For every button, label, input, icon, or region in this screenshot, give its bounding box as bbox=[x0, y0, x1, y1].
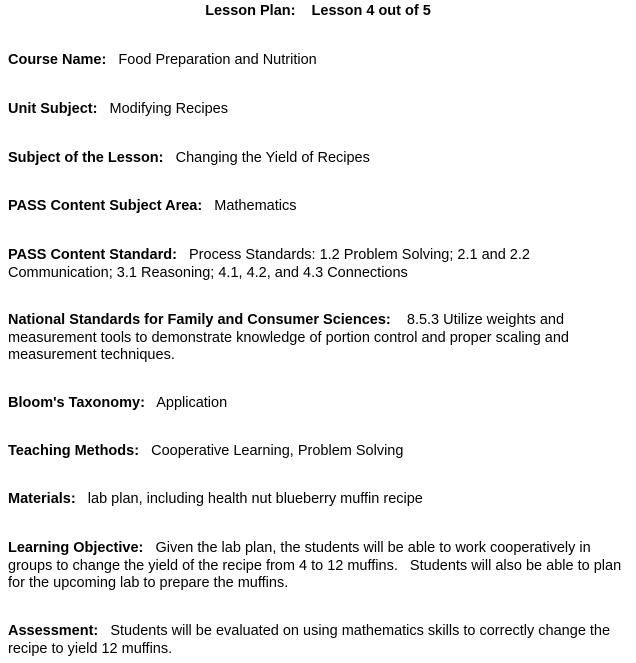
field-course-name bbox=[8, 52, 628, 70]
field-label: Bloom's Taxonomy: bbox=[8, 395, 145, 411]
field-assessment bbox=[8, 623, 628, 658]
field-learning-objective bbox=[8, 540, 628, 593]
field-value: Cooperative Learning, Problem Solving bbox=[151, 443, 404, 459]
field-label: Subject of the Lesson: bbox=[8, 150, 164, 166]
field-lesson-subject bbox=[8, 150, 628, 168]
field-teaching-methods bbox=[8, 443, 628, 461]
field-label: National Standards for Family and Consumer Sciences: bbox=[8, 312, 391, 328]
field-pass-content-standard bbox=[8, 247, 628, 282]
field-value: Changing the Yield of Recipes bbox=[175, 150, 370, 166]
field-label: Materials: bbox=[8, 491, 76, 507]
field-label: Assessment: bbox=[8, 623, 99, 639]
field-value: Students will be evaluated on using mathematics skills to correctly change the recipe to yield 12 muffins. bbox=[8, 623, 615, 657]
field-label: Course Name: bbox=[8, 52, 107, 68]
field-value: lab plan, including health nut blueberry muffin recipe bbox=[87, 491, 423, 507]
field-materials bbox=[8, 491, 628, 509]
field-value: Food Preparation and Nutrition bbox=[118, 52, 317, 68]
field-value: 8.5.3 Utilize weights and measurement tools to demonstrate knowledge of portion control and proper scaling and measurement techniques. bbox=[8, 312, 574, 363]
field-national-standards bbox=[8, 312, 628, 365]
field-label: PASS Content Subject Area: bbox=[8, 198, 203, 214]
field-value: Mathematics bbox=[214, 198, 297, 214]
field-value: Application bbox=[156, 395, 228, 411]
field-unit-subject bbox=[8, 101, 628, 119]
field-label: PASS Content Standard: bbox=[8, 247, 177, 263]
field-pass-subject-area bbox=[8, 198, 628, 216]
field-label: Teaching Methods: bbox=[8, 443, 140, 459]
field-blooms-taxonomy bbox=[8, 395, 628, 413]
field-value: Given the lab plan, the students will be able to work cooperatively in groups to change the yield of the recipe from 4 to 12 muffins. Students will also be able to plan for the upcoming lab to prepare the muffins. bbox=[8, 540, 626, 591]
field-label: Unit Subject: bbox=[8, 101, 98, 117]
field-value: Process Standards: 1.2 Problem Solving; 2.1 and 2.2 Communication; 3.1 Reasoning; 4.1, 4.2, and 4.3 Connections bbox=[8, 247, 534, 281]
document-title: Lesson Plan: Lesson 4 out of 5 bbox=[205, 3, 431, 19]
field-label: Learning Objective: bbox=[8, 540, 144, 556]
field-value: Modifying Recipes bbox=[109, 101, 228, 117]
